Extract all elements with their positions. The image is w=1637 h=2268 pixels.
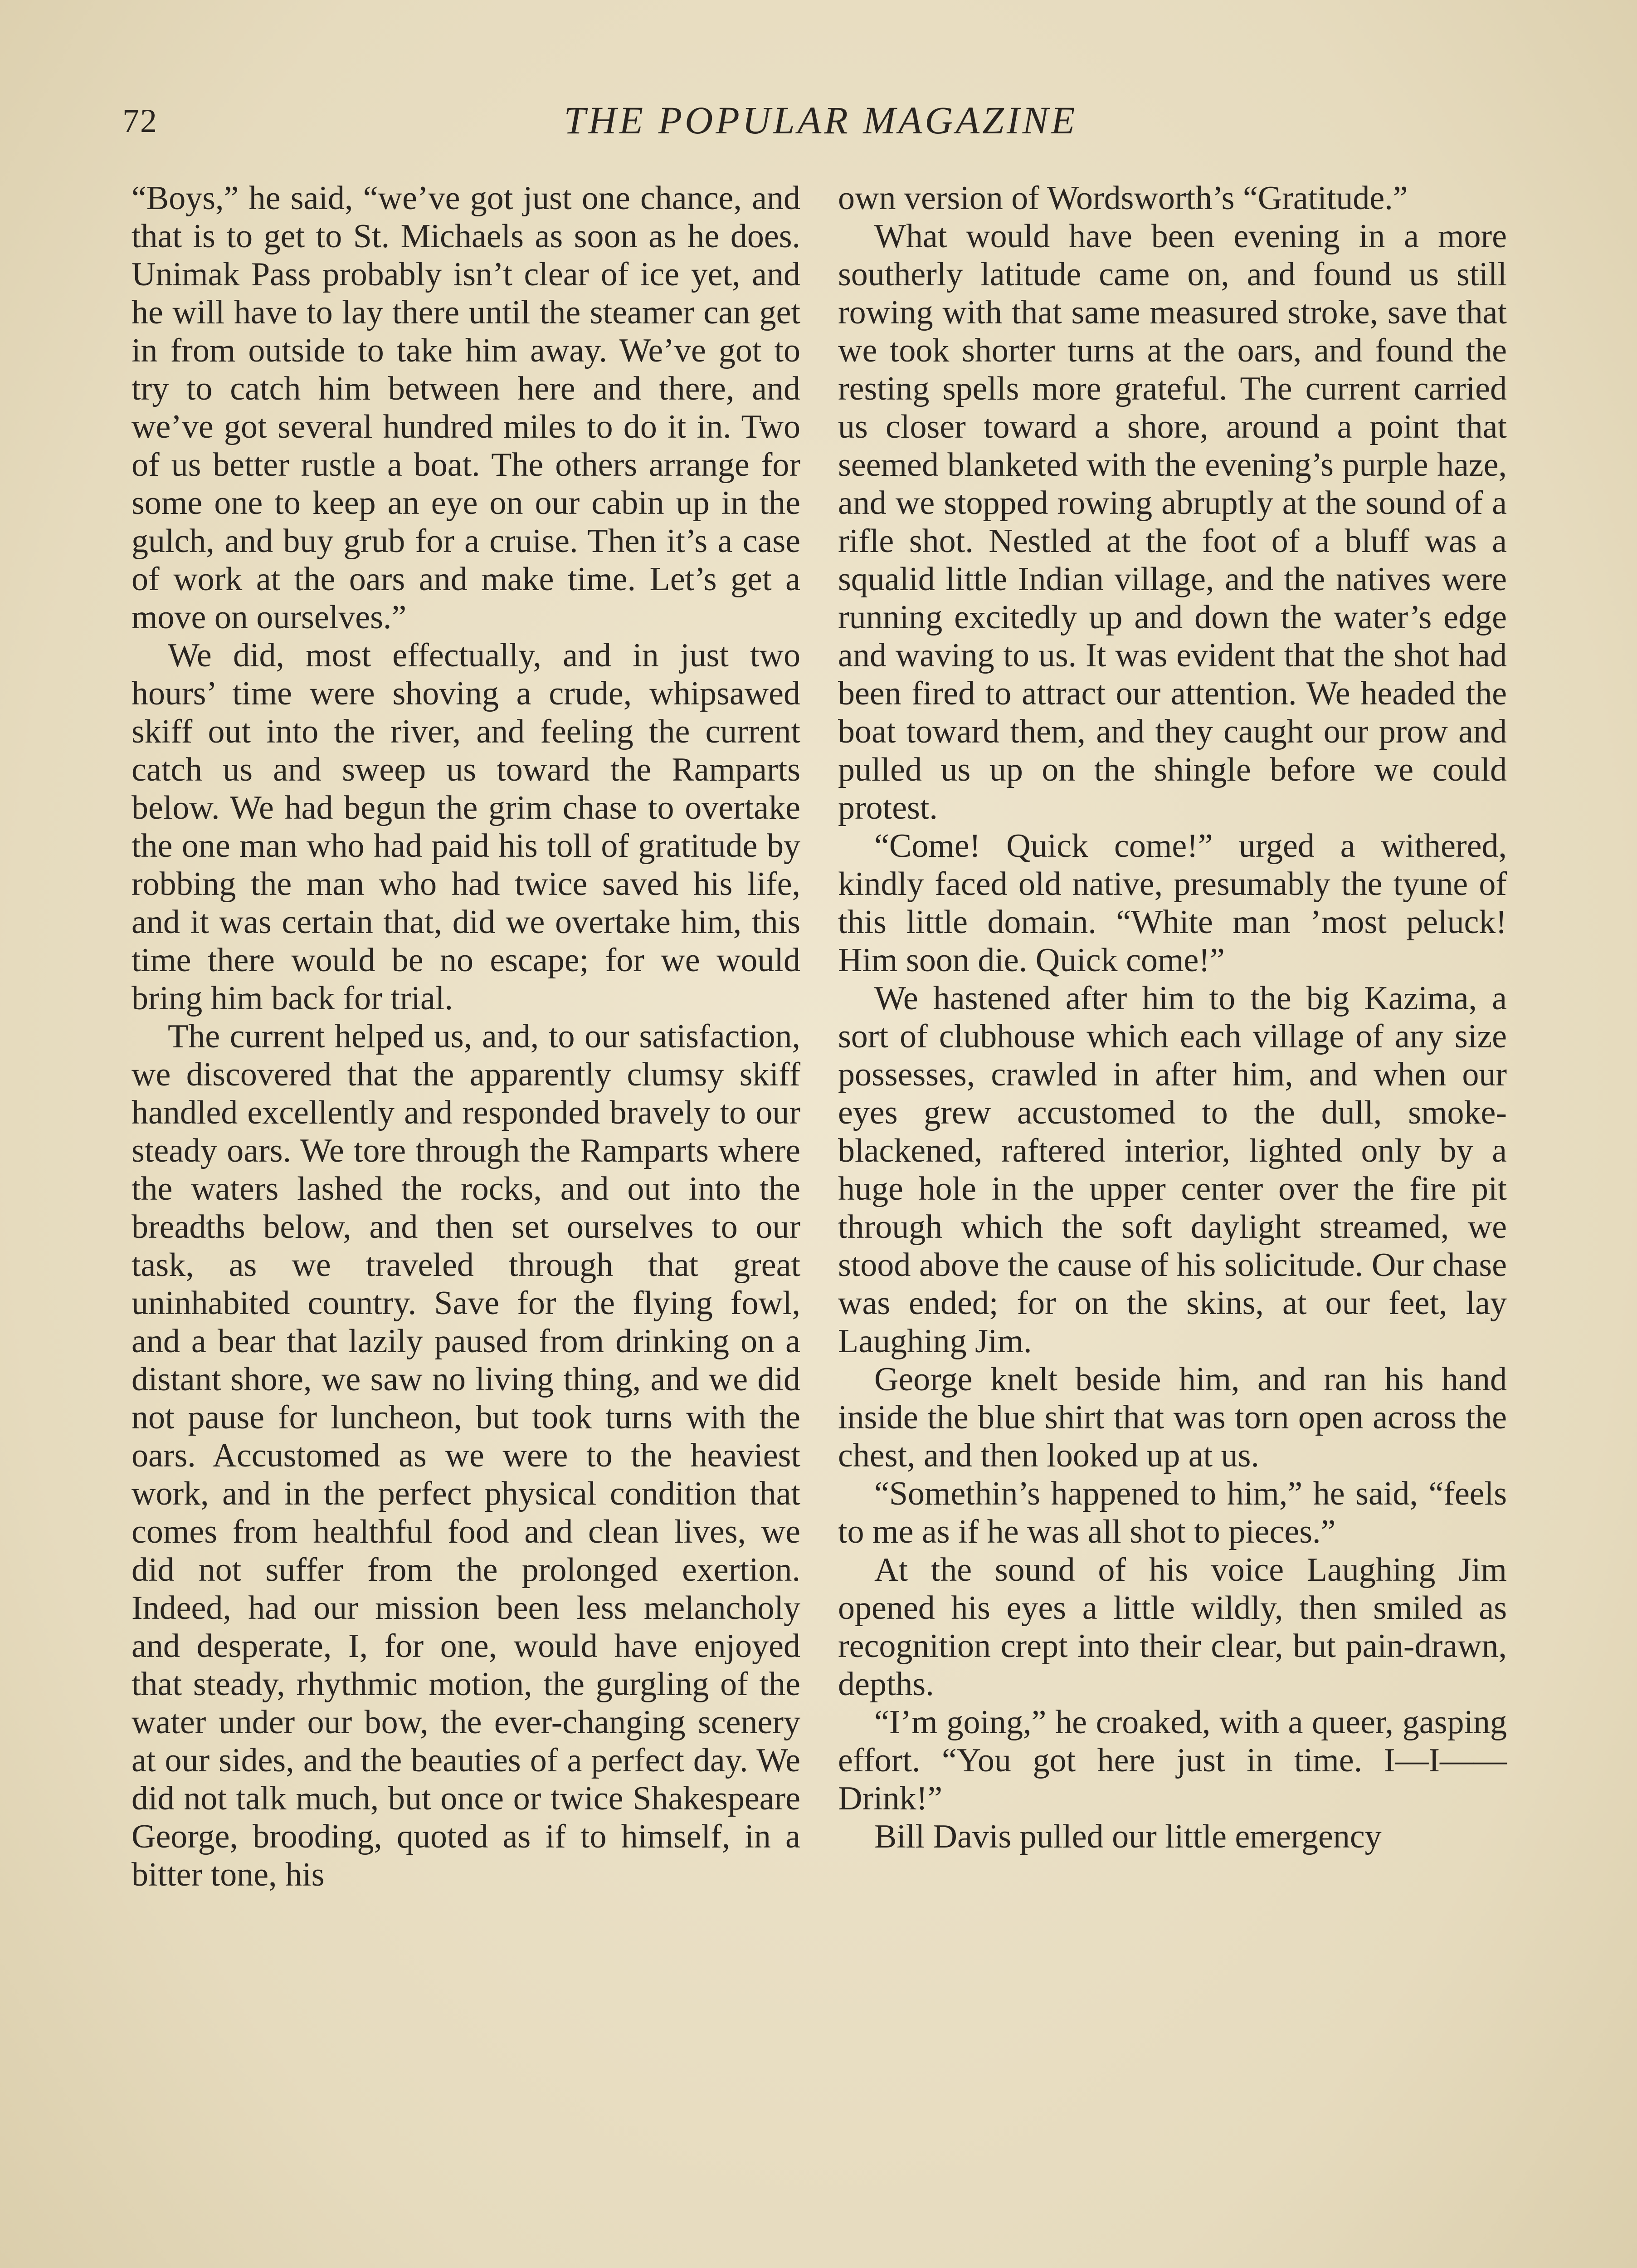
paragraph: “I’m going,” he croaked, with a queer, gasping effort. “You got here just in time. I—I—— Drink!” [838, 1704, 1507, 1817]
paragraph: What would have been evening in a more southerly latitude came on, and found us still rowing with that same measured stroke, save that we took shorter turns at the oars, and found the resting spells more grateful. The current carried us closer toward a shore, around a point that seemed blanketed with the evening’s purple haze, and we stopped rowing abruptly at the sound of a rifle shot. Nestled at the foot of a bluff was a squalid little Indian village, and the natives were running excitedly up and down the water’s edge and waving to us. It was evident that the shot had been fired to attract our attention. We headed the boat toward them, and they caught our prow and pulled us up on the shingle before we could protest. [838, 218, 1507, 826]
right-column [838, 179, 1507, 1856]
paragraph: own version of Wordsworth’s “Gratitude.” [838, 180, 1408, 217]
paragraph: We hastened after him to the big Kazima, a sort of clubhouse which each village of any size possesses, crawled in after him, and when our eyes grew accustomed to the dull, smokeblackened, raftered interior, lighted only by a huge hole in the upper center over the fire pit through which the soft daylight streamed, we stood above the cause of his solicitude. Our chase was ended; for on the skins, at our feet, lay Laughing Jim. [838, 980, 1507, 1360]
left-column [132, 179, 800, 1894]
paragraph: Bill Davis pulled our little emergency [874, 1818, 1382, 1855]
paragraph: The current helped us, and, to our satisfaction, we discovered that the apparently clumsy skiff handled excellently and responded bravely to our steady oars. We tore through the Ramparts where the waters lashed the rocks, and out into the breadths below, and then set ourselves to our task, as we traveled through that great uninhabited country. Save for the flying fowl, and a bear that lazily paused from drinking on a distant shore, we saw no living thing, and we did not pause for luncheon, but took turns with the oars. Accustomed as we were to the heaviest work, and in the perfect physical condition that comes from healthful food and clean lives, we did not suffer from the prolonged exertion. Indeed, had our mission been less melancholy and desperate, I, for one, would have enjoyed that steady, rhythmic motion, the gurgling of the water under our bow, the ever-changing scenery at our sides, and the beauties of a perfect day. We did not talk much, but once or twice Shakespeare George, brooding, quoted as if to himself, in a bitter tone, his [132, 1018, 800, 1893]
paragraph: “Come! Quick come!” urged a withered, kindly faced old native, presumably the tyune of this little domain. “White man ’most peluck! Him soon die. Quick come!” [838, 827, 1507, 979]
paragraph: We did, most effectually, and in just two hours’ time were shoving a crude, whipsawed skiff out into the river, and feeling the current catch us and sweep us toward the Ramparts below. We had begun the grim chase to overtake the one man who had paid his toll of gratitude by robbing the man who had twice saved his life, and it was certain that, did we overtake him, this time there would be no escape; for we would bring him back for trial. [132, 637, 800, 1017]
page-header [122, 98, 1519, 152]
paragraph: “Somethin’s happened to him,” he said, “feels to me as if he was all shot to pieces.” [838, 1475, 1507, 1550]
paragraph: George knelt beside him, and ran his hand inside the blue shirt that was torn open across the chest, and then looked up at us. [838, 1361, 1507, 1474]
page-number: 72 [122, 103, 158, 140]
running-title: THE POPULAR MAGAZINE [564, 98, 1078, 142]
paragraph: At the sound of his voice Laughing Jim opened his eyes a little wildly, then smiled as recognition crept into their clear, but pain-drawn, depths. [838, 1551, 1507, 1703]
paragraph: “Boys,” he said, “we’ve got just one chance, and that is to get to St. Michaels as soon as he does. Unimak Pass probably isn’t clear of ice yet, and he will have to lay there until the steamer can get in from outside to take him away. We’ve got to try to catch him between here and there, and we’ve got several hundred miles to do it in. Two of us better rustle a boat. The others arrange for some one to keep an eye on our cabin up in the gulch, and buy grub for a cruise. Then it’s a case of work at the oars and make time. Let’s get a move on ourselves.” [132, 180, 800, 636]
